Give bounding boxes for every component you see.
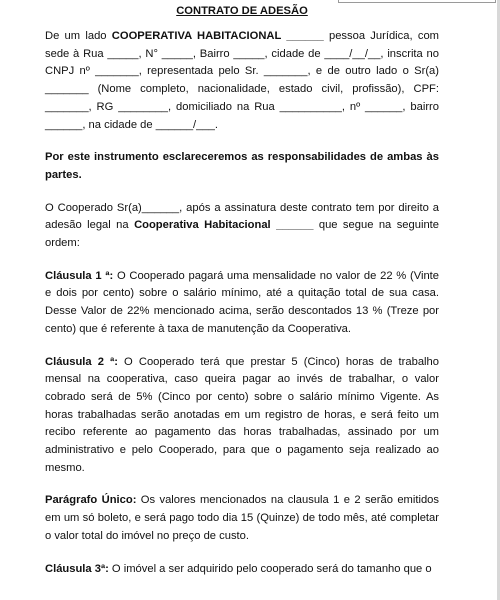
paragrafo-unico-label: Parágrafo Único: [45,494,137,507]
clausula-1-label: Cláusula 1 ª: [45,269,114,282]
cooperado-text-1: O Cooperado Sr(a)______, após a assinatura deste contrato tem por direito a adesão legal na [45,201,439,232]
top-input-box[interactable] [338,0,496,3]
intro-paragraph [45,28,439,134]
clausula-3-paragraph [45,561,439,579]
clausula-2-text: O Cooperado terá que prestar 5 (Cinco) horas de trabalho mensal na cooperativa, caso queira pagar ao invés de trabalhar, o valor cobrado será de 5% (Cinco por cento) sobre o salário mínimo Vigente. As horas trabalhadas serão anotadas em um registro de horas, e será feito um recibo referente ao pagamento das horas trabalhadas, assinado por um administrativo e pelo Cooperado, para que o pagamento seja realizado ao mesmo. [45,355,439,474]
paragrafo-unico-text: Os valores mencionados na clausula 1 e 2 serão emitidos em um só boleto, e será pago todo dia 15 (Quinze) de todo mês, até completar o valor total do imóvel no preço de custo. [45,494,439,542]
intro-cooperativa-name: COOPERATIVA HABITACIONAL ______ [111,30,324,42]
document-title: CONTRATO DE ADESÃO [176,5,308,17]
clausula-1-paragraph [45,268,439,339]
cooperado-text-2: que segue na seguinte ordem: [45,219,440,250]
clausula-2-label: Cláusula 2 ª: [45,355,118,368]
clausula-2-paragraph [45,354,439,478]
contract-document [45,4,439,593]
cooperado-paragraph [45,200,439,253]
clausula-3-text: O imóvel a ser adquirido pelo cooperado será do tamanho que o [108,562,432,575]
cooperado-cooperativa-name: Cooperativa Habitacional ______ [134,219,314,232]
clausula-1-text: O Cooperado pagará uma mensalidade no valor de 22 % (Vinte e dois por cento) sobre o salário mínimo, até a quitação total de sua casa. Desse Valor de 22% mencionado acima, serão descontados 13 % (Treze por cento) que é referente à taxa de manutenção da Cooperativa. [45,269,439,335]
clausula-3-label: Cláusula 3ª: [45,562,109,575]
intro-text-2: pessoa Jurídica, com sede à Rua _____, N° _____, Bairro _____, cidade de ____/__/__, inscrita no CNPJ nº _______, representada pelo Sr. _______, e de outro lado o Sr(a) _______ (Nome completo, nacionalidade, estado civil, profissão), CPF: _______, RG ________, domiciliado na Rua __________, nº ______, bairro ______, na cidade de ______/___. [45,30,439,131]
statement-paragraph: Por este instrumento esclareceremos as responsabilidades de ambas às partes. [45,151,439,181]
paragrafo-unico-paragraph [45,492,439,545]
intro-text-1: De um lado [45,30,112,42]
